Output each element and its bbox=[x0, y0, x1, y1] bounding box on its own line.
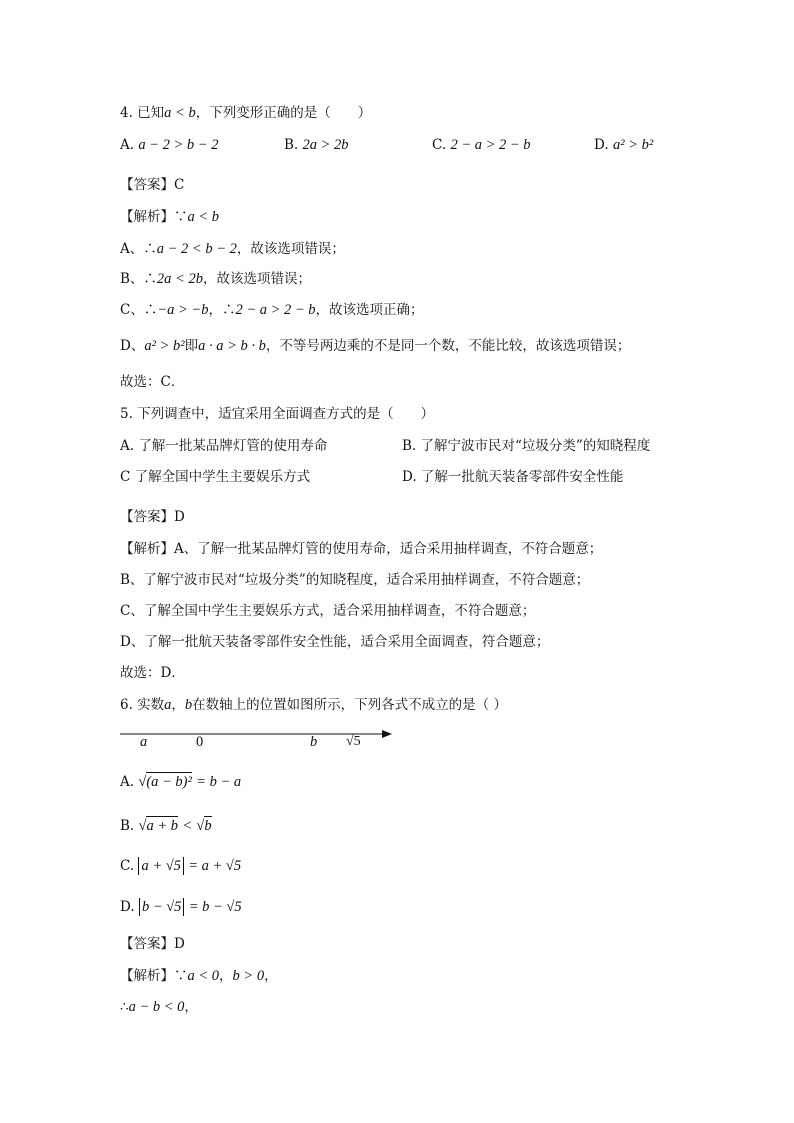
q4-answer: 【答案】C bbox=[120, 177, 185, 193]
q6-option-a: A. √(a − b)² = b − a bbox=[120, 774, 242, 790]
q5-answer: 【答案】D bbox=[120, 509, 185, 525]
q4-analysis-head bbox=[120, 208, 219, 226]
q5-analysis-4: D、了解一批航天装备零部件安全性能，适合采用全面调查，符合题意； bbox=[120, 634, 550, 650]
q4-analysis-b-text: ，故该选项错误； bbox=[202, 271, 311, 287]
q4-stem-text: 4. 已知 bbox=[120, 105, 165, 121]
q5-option-c: C 了解全国中学生主要娱乐方式 bbox=[120, 469, 311, 485]
q4-analysis-a-label: A、∴ bbox=[120, 241, 157, 257]
q6-var-a: a bbox=[164, 697, 172, 713]
q4-option-c-label: C. bbox=[432, 137, 447, 153]
q4-option-a bbox=[120, 136, 218, 154]
q6-analysis-math-1: a < 0 bbox=[187, 968, 220, 984]
q4-option-d-math: a² > b² bbox=[612, 137, 654, 153]
q6-option-d-label: D. bbox=[120, 899, 135, 915]
q6-stem-sep: ， bbox=[171, 697, 185, 713]
q6-var-b: b bbox=[184, 697, 193, 713]
q4-analysis-d-text: ，不等号两边乘的不是同一个数，不能比较，故该选项错误； bbox=[265, 338, 631, 354]
q4-analysis-c bbox=[120, 301, 424, 319]
q6-option-c bbox=[120, 857, 241, 875]
q6-analysis-sep: ， bbox=[219, 968, 233, 984]
q4-option-d-label: D. bbox=[594, 137, 609, 153]
q6-analysis-math-2: b > 0 bbox=[232, 968, 265, 984]
q4-analysis-c-text: ，故该选项正确； bbox=[315, 302, 424, 318]
q4-analysis-d-ji: 即 bbox=[184, 338, 199, 354]
q6-step-math: a − b < 0 bbox=[128, 999, 185, 1015]
q6-analysis-end: ， bbox=[264, 968, 278, 984]
q4-analysis-c-math-2: 2 − a > 2 − b bbox=[235, 302, 316, 318]
q6-analysis-head bbox=[120, 967, 278, 985]
q4-analysis-a bbox=[120, 240, 345, 258]
q4-option-a-math: a − 2 > b − 2 bbox=[138, 137, 219, 153]
q4-option-a-label: A. bbox=[120, 137, 135, 153]
q6-option-a-label: A. bbox=[120, 774, 135, 790]
q5-option-b: B. 了解宁波市民对“垃圾分类”的知晓程度 bbox=[402, 438, 651, 454]
q6-option-b: B. √a + b < √b bbox=[120, 818, 212, 834]
q6-stem bbox=[120, 696, 507, 714]
q4-stem-condition: a < b bbox=[164, 105, 196, 121]
q4-option-c-math: 2 − a > 2 − b bbox=[450, 137, 531, 153]
q4-option-d bbox=[594, 136, 653, 154]
q4-analysis-d-label: D、 bbox=[120, 338, 145, 354]
q5-option-d: D. 了解一批航天装备零部件安全性能 bbox=[402, 469, 624, 485]
q4-analysis-b-label: B、∴ bbox=[120, 271, 157, 287]
q6-option-d-abs: b − √5 bbox=[139, 898, 185, 916]
q6-option-a-rest: = b − a bbox=[196, 774, 242, 790]
q6-option-b-radicand-1: a + b bbox=[146, 818, 179, 834]
q4-analysis-condition: a < b bbox=[187, 209, 220, 225]
q6-option-b-label: B. bbox=[120, 818, 135, 834]
number-line-label-zero: 0 bbox=[196, 734, 204, 750]
q4-option-c bbox=[432, 136, 531, 154]
q6-analysis-step bbox=[120, 998, 198, 1016]
number-line bbox=[118, 724, 398, 758]
q4-stem bbox=[120, 104, 371, 122]
q6-step-end: ， bbox=[184, 999, 198, 1015]
q6-option-b-less-than: < bbox=[182, 818, 193, 834]
q4-analysis-b-math: 2a < 2b bbox=[156, 271, 203, 287]
q6-answer: 【答案】D bbox=[120, 936, 185, 952]
q4-option-b-label: B. bbox=[284, 137, 299, 153]
q4-analysis-d-math-1: a² > b² bbox=[144, 338, 185, 354]
q6-step-therefore: ∴ bbox=[120, 999, 129, 1015]
q4-analysis-d bbox=[120, 337, 630, 355]
q5-option-a: A. 了解一批某品牌灯管的使用寿命 bbox=[120, 438, 328, 454]
q6-option-c-label: C. bbox=[120, 858, 135, 874]
q5-analysis-1: 【解析】A、了解一批某品牌灯管的使用寿命，适合采用抽样调查，不符合题意； bbox=[120, 541, 603, 557]
number-line-label-sqrt5: √5 bbox=[346, 734, 361, 749]
q4-analysis-d-math-2: a · a > b · b bbox=[198, 338, 266, 354]
q4-analysis-a-text: ，故该选项错误； bbox=[236, 241, 345, 257]
q6-option-d-rest: = b − √5 bbox=[188, 899, 242, 915]
q5-choose: 故选：D． bbox=[120, 665, 185, 681]
q4-analysis-label: 【解析】∵ bbox=[120, 209, 188, 225]
q6-stem-text-2: 在数轴上的位置如图所示，下列各式不成立的是（ ） bbox=[192, 697, 507, 713]
number-line-label-b: b bbox=[310, 734, 318, 750]
q4-choose: 故选：C． bbox=[120, 374, 185, 390]
q4-analysis-b bbox=[120, 270, 311, 288]
q6-option-a-radicand: (a − b)² bbox=[146, 774, 192, 790]
q4-option-b bbox=[284, 136, 349, 154]
q6-option-c-abs: a + √5 bbox=[138, 857, 184, 875]
q6-analysis-label: 【解析】∵ bbox=[120, 968, 188, 984]
number-line-label-a: a bbox=[140, 734, 148, 750]
q4-analysis-c-label: C、∴ bbox=[120, 302, 158, 318]
q5-stem: 5. 下列调查中，适宜采用全面调查方式的是（ ） bbox=[120, 406, 435, 422]
q4-analysis-a-math: a − 2 < b − 2 bbox=[156, 241, 237, 257]
q5-analysis-2: B、了解宁波市民对“垃圾分类”的知晓程度，适合采用抽样调查，不符合题意； bbox=[120, 572, 590, 588]
q6-option-d bbox=[120, 898, 242, 916]
q4-analysis-c-math-1: −a > −b bbox=[157, 302, 209, 318]
q4-option-b-math: 2a > 2b bbox=[302, 137, 349, 153]
q6-stem-text: 6. 实数 bbox=[120, 697, 165, 713]
q5-analysis-3: C、了解全国中学生主要娱乐方式，适合采用抽样调查，不符合题意； bbox=[120, 603, 536, 619]
q6-option-c-rest: = a + √5 bbox=[188, 858, 242, 874]
q4-stem-text-2: ，下列变形正确的是（ ） bbox=[195, 105, 372, 121]
q6-option-b-radicand-2: b bbox=[204, 818, 212, 834]
q4-analysis-c-therefore: ，∴ bbox=[208, 302, 236, 318]
